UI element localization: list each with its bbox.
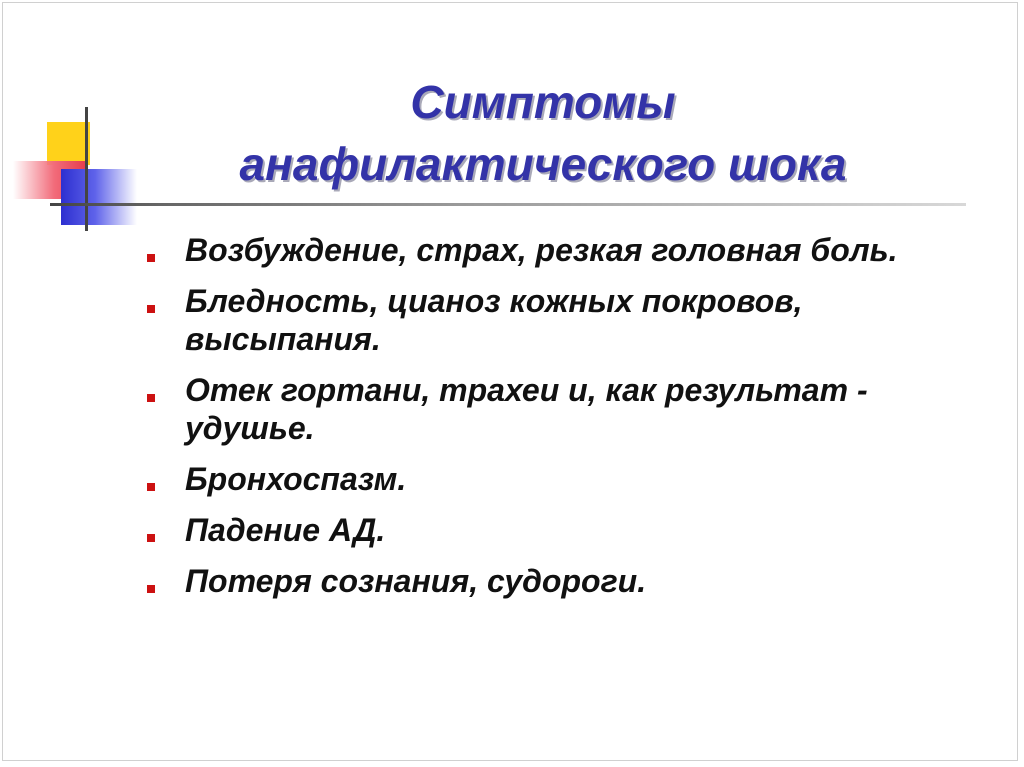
list-item-text: Возбуждение, страх, резкая головная боль.	[185, 232, 898, 268]
slide-title	[153, 71, 933, 195]
list-item-text: Отек гортани, трахеи и, как результат - удушье.	[185, 372, 868, 446]
yellow-square-decoration	[47, 122, 90, 165]
bullet-square-icon	[147, 534, 155, 542]
decorative-squares-graphic	[3, 3, 153, 243]
title-underline	[50, 203, 966, 206]
bullet-square-icon	[147, 305, 155, 313]
bullet-square-icon	[147, 394, 155, 402]
list-item-text: Бледность, цианоз кожных покровов, высыпания.	[185, 283, 803, 357]
symptom-list	[143, 231, 1003, 613]
bullet-square-icon	[147, 254, 155, 262]
bullet-square-icon	[147, 585, 155, 593]
list-item-text: Потеря сознания, судороги.	[185, 563, 647, 599]
slide-title-line-2: анафилактического шока	[239, 138, 847, 190]
list-item	[143, 282, 1003, 358]
list-item	[143, 371, 1003, 447]
list-item-text: Бронхоспазм.	[185, 461, 407, 497]
bullet-square-icon	[147, 483, 155, 491]
list-item	[143, 511, 1003, 549]
blue-square-decoration	[61, 169, 137, 225]
list-item	[143, 231, 1003, 269]
list-item	[143, 562, 1003, 600]
vertical-divider-line	[85, 107, 88, 231]
list-item	[143, 460, 1003, 498]
slide	[2, 2, 1018, 761]
list-item-text: Падение АД.	[185, 512, 386, 548]
slide-title-line-1: Симптомы	[410, 76, 676, 128]
